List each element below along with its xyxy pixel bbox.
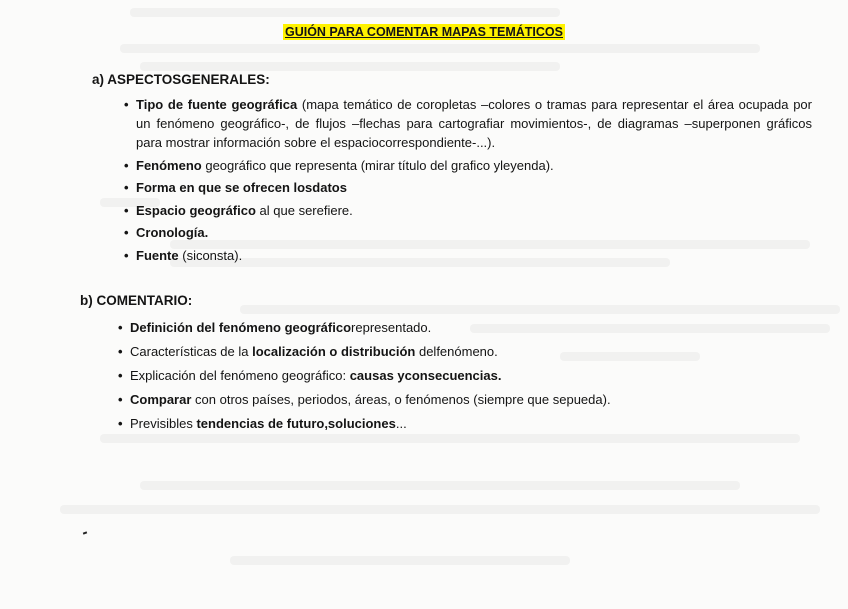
item-text: (siconsta). xyxy=(178,247,243,263)
page-title-text: GUIÓN PARA COMENTAR MAPAS TEMÁTICOS xyxy=(284,25,563,39)
list-item xyxy=(118,342,808,361)
item-pre: Características de la xyxy=(130,344,253,359)
list-item xyxy=(118,414,808,433)
item-bold: tendencias de futuro,soluciones xyxy=(196,416,396,431)
page-title xyxy=(0,25,848,39)
list-item xyxy=(118,390,808,409)
list-item xyxy=(124,223,812,242)
item-pre: Previsibles xyxy=(130,416,197,431)
item-text: geográfico que representa (mirar título del grafico yleyenda). xyxy=(201,157,554,173)
bleed-through-line xyxy=(120,44,760,53)
item-bold: causas yconsecuencias. xyxy=(349,368,502,383)
bleed-through-line xyxy=(140,62,560,71)
bleed-through-line xyxy=(240,305,840,314)
section-b-heading: b) COMENTARIO: xyxy=(80,293,193,308)
list-item xyxy=(124,201,812,220)
section-a-heading: a) ASPECTOSGENERALES: xyxy=(92,72,270,87)
item-bold: localización o distribución xyxy=(252,344,416,359)
list-item xyxy=(118,318,808,337)
bleed-through-line xyxy=(230,556,570,565)
list-item xyxy=(124,178,812,197)
list-item xyxy=(124,246,812,265)
bleed-through-line xyxy=(130,8,560,17)
item-pre: Explicación del fenómeno geográfico: xyxy=(130,368,350,383)
item-bold: Fenómeno xyxy=(136,157,202,173)
item-post: representado. xyxy=(351,320,432,335)
list-item xyxy=(118,366,808,385)
item-bold: Fuente xyxy=(136,247,179,263)
item-bold: Definición del fenómeno geográfico xyxy=(130,320,352,335)
item-bold: Forma en que se ofrecen losdatos xyxy=(136,180,347,196)
bleed-through-line xyxy=(60,505,820,514)
item-post: delfenómeno. xyxy=(415,344,498,359)
ink-speck xyxy=(83,531,87,534)
list-item xyxy=(124,95,812,152)
list-item xyxy=(124,156,812,175)
item-post: con otros países, periodos, áreas, o fenómenos (siempre que sepueda). xyxy=(191,392,611,407)
item-text: al que serefiere. xyxy=(255,202,353,218)
item-bold: Cronología. xyxy=(136,225,209,241)
item-bold: Tipo de fuente geográfica xyxy=(136,97,298,112)
item-post: ... xyxy=(395,416,407,431)
general-aspects-list xyxy=(124,95,812,269)
item-text: (mapa temático de coropletas –colores o tramas para representar el área ocupada por un fenómeno geográfico-, de flujos –flechas para cartografiar movimientos-, de diagramas –superponen gráficos para mostrar información sobre el espaciocorrespondiente-...). xyxy=(136,97,812,150)
bleed-through-line xyxy=(140,481,740,490)
item-bold: Comparar xyxy=(130,392,192,407)
commentary-list xyxy=(118,318,808,438)
item-bold: Espacio geográfico xyxy=(136,202,256,218)
